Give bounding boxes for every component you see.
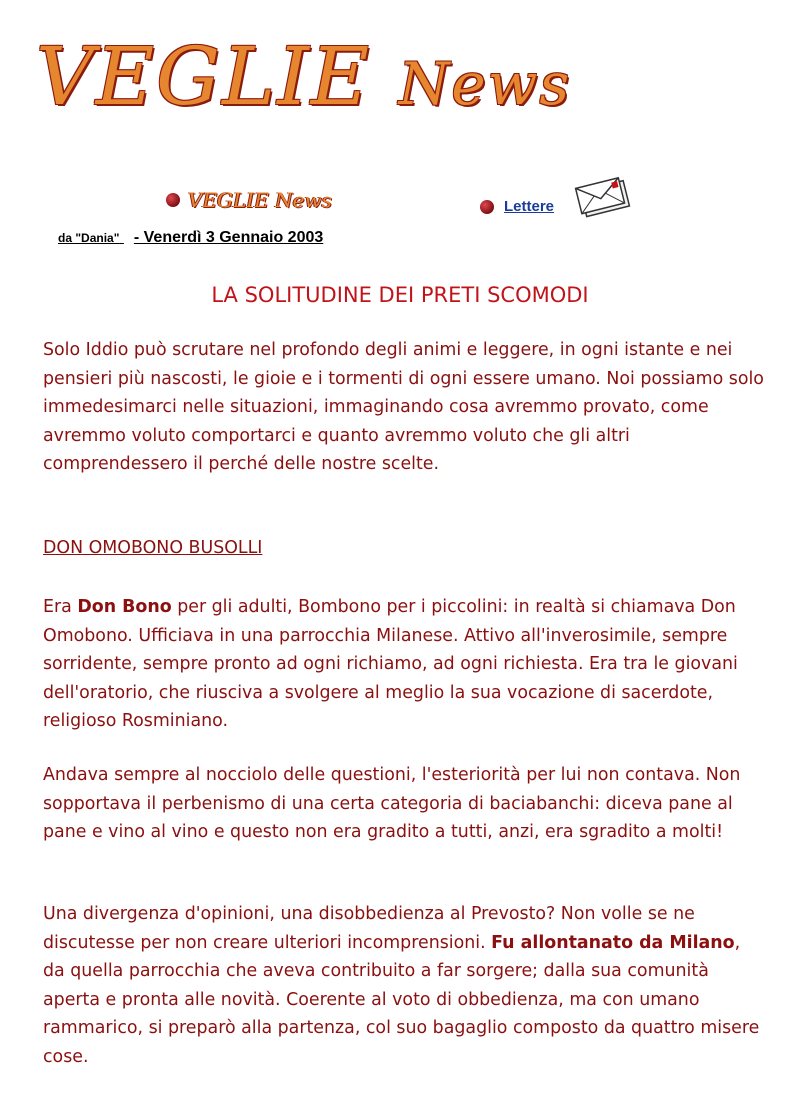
byline [58,229,323,247]
section-heading: DON OMOBONO BUSOLLI [43,538,263,558]
bullet-icon [166,193,180,207]
article-title: LA SOLITUDINE DEI PRETI SCOMODI [211,283,589,307]
logo-text [36,22,571,139]
text-span: per gli adulti, Bombono per i piccolini: in realtà si chiamava Don Omobono. Ufficiava in una parrocchia Milanese. Attivo all'inverosimile, sempre sorridente, sempre pronto ad ogni richiamo, ad ogni richiesta. Era tra le giovani dell'oratorio, che riusciva a svolgere al meglio la sua vocazione di sacerdote, religioso Rosminiano. [43,597,738,732]
paragraph-nocciolo: Andava sempre al nocciolo delle questioni, l'esteriorità per lui non contava. Non sopportava il perbenismo di una certa categoria di baciabanchi: diceva pane al pane e vino al vino e questo non era gradito a tutti, anzi, era sgradito a molti! [43,765,741,843]
news-mini-logo: VEGLIE News [188,188,332,212]
text-span: Una divergenza d'opinioni, una disobbedienza al Prevosto? Non volle se ne discutesse per non creare ulteriori incomprensioni. [43,904,695,953]
logo-word-2: News [398,50,572,118]
bold-name: Don Bono [77,597,172,617]
envelope-icon[interactable] [568,172,638,218]
paragraph-divergenza [43,900,765,1072]
site-logo [36,22,572,134]
bullet-icon [480,200,494,214]
text-span: , da quella parrocchia che aveva contribuito a far sorgere; dalla sua comunità aperta e pronta alle novità. Coerente al voto di obbedienza, ma con umano rammarico, si preparò alla partenza, col suo bagaglio composto da quattro misere cose. [43,932,760,1067]
text-span: Era [43,597,78,617]
bold-phrase: Fu allontanato da Milano [491,932,735,953]
byline-date: - Venerdì 3 Gennaio 2003 [133,229,324,246]
intro-paragraph: Solo Iddio può scrutare nel profondo degli animi e leggere, in ogni istante e nei pensieri più nascosti, le gioie e i tormenti di ogni essere umano. Noi possiamo solo immedesimarci nelle situazioni, immaginando cosa avremmo provato, come avremmo voluto comportarci e quanto avremmo voluto che gli altri comprendessero il perché delle nostre scelte. [43,340,764,475]
paragraph-don-bono [43,593,765,736]
byline-source: da "Dania" [58,231,120,245]
nav-letters-link[interactable] [480,198,554,215]
logo-word-1: VEGLIE [36,30,372,123]
nav-news-link[interactable] [166,188,332,212]
letters-label: Lettere [504,198,555,215]
